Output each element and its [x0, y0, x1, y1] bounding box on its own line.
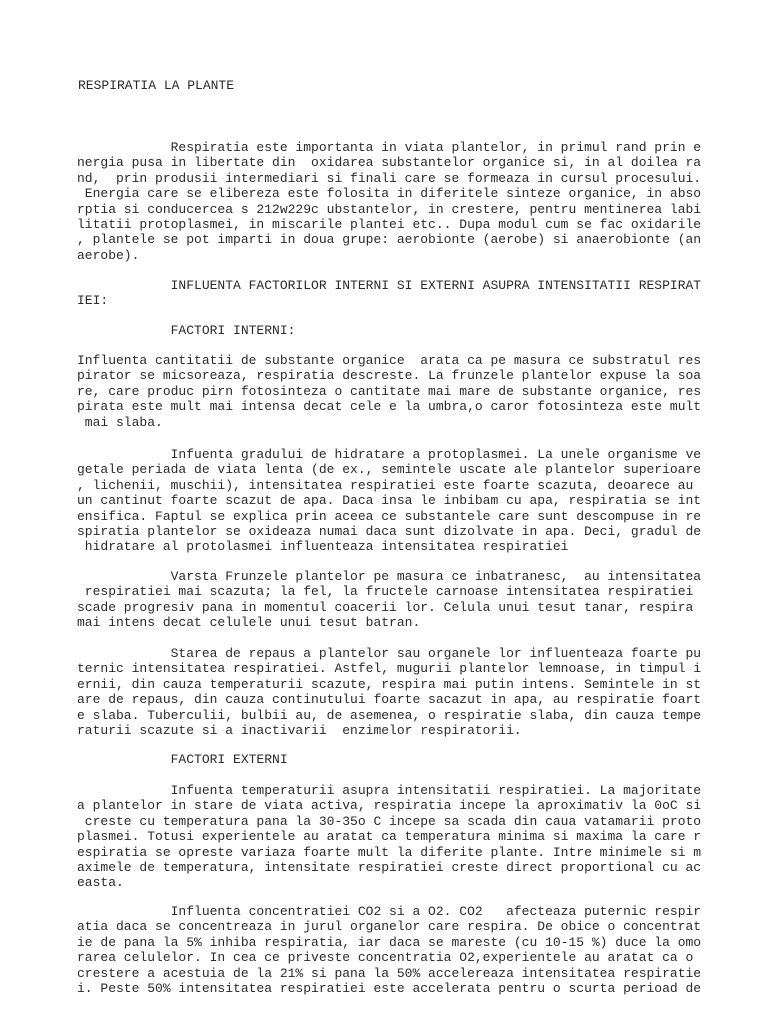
section-heading-factori-interni [77, 323, 757, 338]
text-line: scade progresiv pana in momentul coacerii lor. Celula unui tesut tanar, respira [77, 599, 694, 615]
text-line: litatii protoplasmei, in miscarile plantei etc.. Dupa modul cum se fac oxidarile [77, 216, 702, 232]
text-line: Energia care se elibereza este folosita in diferitele sinteze organice, in abso [77, 186, 702, 202]
text-line: hidratare al protolasmei influenteaza intensitatea respiratiei [77, 539, 569, 555]
text-line: crestere a acestuia de la 21% si pana la 50% accelereaza intensitatea respiratie [77, 965, 702, 981]
text-line: rarea celulelor. In cea ce priveste concentratia O2,experientele au aratat ca o [77, 950, 694, 966]
text-line: Infuenta gradului de hidratare a protoplasmei. La unele organisme ve [77, 447, 702, 462]
text-line: a plantelor in stare de viata activa, respiratia incepe la aproximativ la 0oC si [77, 798, 702, 814]
paragraph-temperatura [77, 783, 757, 891]
text-line: easta. [77, 875, 124, 891]
text-line: Infuenta temperaturii asupra intensitatii respiratiei. La majoritate [77, 783, 702, 798]
text-line: Starea de repaus a plantelor sau organele lor influenteaza foarte pu [77, 646, 702, 661]
text-line: e slaba. Tuberculii, bulbii au, de asemenea, o respiratie slaba, din cauza tempe [77, 707, 702, 723]
text-line: espiratia se opreste variaza foarte mult la diferite plante. Intre minimele si m [77, 844, 702, 860]
text-line: mai intens decat celulele unui tesut batran. [77, 615, 421, 631]
text-line: ternic intensitatea respiratiei. Astfel, mugurii plantelor lemnoase, in timpul i [77, 661, 702, 677]
text-line: ensifica. Faptul se explica prin aceea ce substantele care sunt descompuse in re [77, 508, 702, 524]
text-line: , lichenii, muschii), intensitatea respiratiei este foarte scazuta, deoarece au [77, 477, 694, 493]
paragraph-concentratie [77, 904, 757, 996]
text-line: Influenta cantitatii de substante organice arata ca pe masura ce substratul res [77, 353, 702, 368]
text-line: Respiratia este importanta in viata plantelor, in primul rand prin e [77, 140, 702, 155]
text-line: un cantinut foarte scazut de apa. Daca insa le inbibam cu apa, respiratia se int [77, 493, 702, 509]
text-line: IEI: [77, 293, 109, 309]
text-line: , plantele se pot imparti in doua grupe: aerobionte (aerobe) si anaerobionte (an [77, 232, 702, 248]
text-line: are de repaus, din cauza continutului foarte sacazut in apa, au respiratie foart [77, 692, 702, 708]
section-heading-influenta [77, 278, 757, 309]
text-line: ie de pana la 5% inhiba respiratia, iar daca se mareste (cu 10-15 %) duce la omo [77, 934, 702, 950]
text-line: spiratia plantelor se oxideaza numai daca sunt dizolvate in apa. Deci, gradul de [77, 523, 702, 539]
text-line: raturii scazute si a inactivarii enzimelor respiratorii. [77, 722, 522, 738]
paragraph-repaus [77, 646, 757, 738]
paragraph-substante-organice [77, 353, 757, 430]
text-line: pirator se micsoreaza, respiratia descreste. La frunzele plantelor expuse la soa [77, 368, 702, 384]
document-title: RESPIRATIA LA PLANTE [78, 78, 235, 93]
text-line: creste cu temperatura pana la 30-35o C incepe sa scada din caua vatamarii proto [77, 813, 702, 829]
paragraph-varsta [77, 569, 757, 631]
text-line: nergia pusa in libertate din oxidarea substantelor organice si, in al doilea ra [77, 155, 702, 171]
text-line: atia daca se concentreaza in jurul organelor care respira. De obice o concentrat [77, 919, 702, 935]
paragraph-intro [77, 140, 757, 263]
text-line: nd, prin produsii intermediari si finali care se formeaza in cursul procesului. [77, 170, 702, 186]
text-line: aximele de temperatura, intensitate respiratiei creste direct proportional cu ac [77, 859, 702, 875]
text-line: re, care produc pirn fotosinteza o cantitate mai mare de substante organice, res [77, 383, 702, 399]
text-line: Influenta concentratiei CO2 si a O2. CO2 afecteaza puternic respir [77, 904, 702, 919]
text-line: respiratiei mai scazuta; la fel, la fructele carnoase intensitatea respiratiei [77, 584, 694, 600]
text-line: INFLUENTA FACTORILOR INTERNI SI EXTERNI ASUPRA INTENSITATII RESPIRAT [77, 278, 702, 293]
text-line: getale periada de viata lenta (de ex., semintele uscate ale plantelor superioare [77, 462, 702, 478]
text-line: ernii, din cauza temperaturii scazute, respira mai putin intens. Semintele in st [77, 676, 702, 692]
text-line: pirata este mult mai intensa decat cele e la umbra,o caror fotosinteza este mult [77, 399, 702, 415]
section-heading-factori-externi [77, 752, 757, 767]
text-line: FACTORI INTERNI: [77, 323, 296, 338]
text-line: plasmei. Totusi experientele au aratat ca temperatura minima si maxima la care r [77, 829, 702, 845]
paragraph-hidratare [77, 447, 757, 555]
text-line: i. Peste 50% intensitatea respiratiei este accelerata pentru o scurta perioad de [77, 980, 702, 996]
text-line: rptia si conducercea s 212w229c ubstantelor, in crestere, pentru mentinerea labi [77, 201, 702, 217]
text-line: aerobe). [77, 247, 140, 263]
text-line: FACTORI EXTERNI [77, 752, 288, 767]
text-line: Varsta Frunzele plantelor pe masura ce inbatranesc, au intensitatea [77, 569, 702, 584]
text-line: mai slaba. [77, 414, 163, 430]
